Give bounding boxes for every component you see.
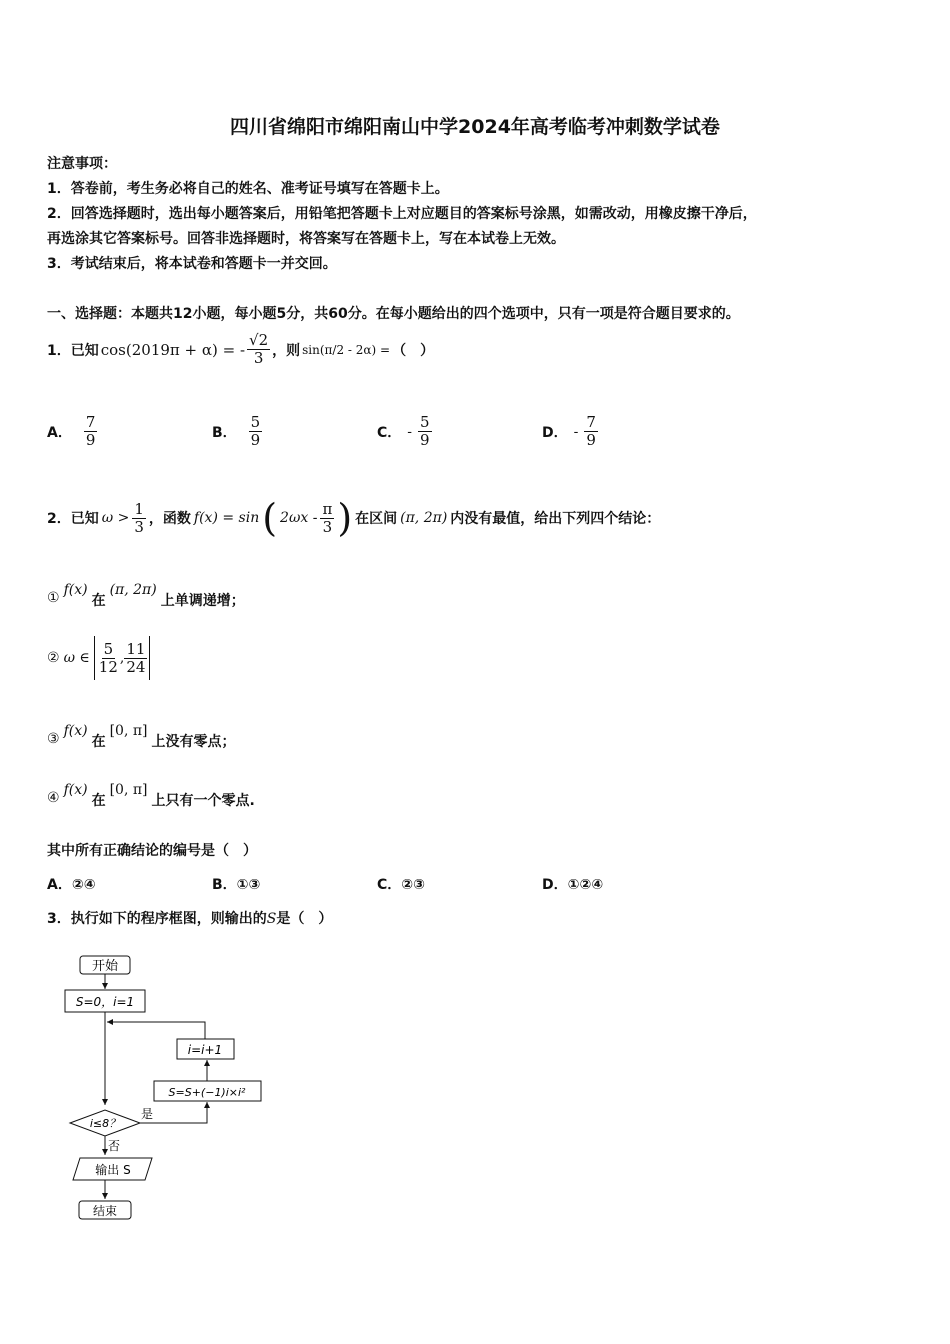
question-1 [47, 332, 434, 367]
option-den: 9 [586, 431, 596, 449]
section-heading: 一、选择题：本题共12小题，每小题5分，共60分。在每小题给出的四个选项中，只有一项是符合题目要求的。 [47, 306, 740, 322]
conclusion-text: 上只有一个零点. [151, 793, 255, 809]
paren-open: ( [262, 496, 278, 540]
q2-question: 其中所有正确结论的编号是（ ） [47, 843, 257, 859]
bracket-num: 5 [103, 639, 114, 658]
flow-no-label: 否 [108, 1139, 121, 1153]
option-label: A． [47, 877, 72, 893]
conclusion-interval: [0, π] [109, 723, 148, 739]
notice-item: 2．回答选择题时，选出每小题答案后，用铅笔把答题卡上对应题目的答案标号涂黑，如需改动，用橡皮擦干净后， [47, 206, 757, 222]
interval-bracket: $\frac{5}{12}$ , $\frac{11}{24}$ [94, 636, 151, 680]
q1-fraction [247, 332, 270, 367]
option-den: 9 [85, 431, 96, 449]
option-label: C． [377, 424, 402, 441]
q3-var: S [266, 911, 277, 927]
q1-frac-num: √2 [249, 331, 269, 349]
bracket-den: 24 [126, 657, 146, 676]
q2-interval: (π, 2π) [400, 510, 448, 526]
flow-init-label: S=0，i=1 [75, 995, 135, 1009]
paren-close: ) [337, 496, 353, 540]
q2-conclusion-4 [47, 782, 255, 810]
option-sign: - [407, 423, 413, 440]
q2-func-num: π [322, 499, 333, 518]
flow-start-label: 开始 [91, 959, 119, 974]
option-text: ①②④ [567, 877, 604, 893]
flow-update-label: S=S+(−1)i×i² [168, 1086, 246, 1099]
notice-heading: 注意事项： [47, 156, 117, 172]
option-num: 7 [586, 413, 596, 431]
q2-omega: ω > [101, 510, 130, 526]
conclusion-mark: ③ [47, 731, 60, 747]
option-label: B． [212, 877, 237, 893]
option-label: D． [542, 877, 568, 893]
q2-interval-pre: 在区间 [355, 511, 398, 527]
conclusion-expr: f(x) [63, 723, 88, 739]
conclusion-mark: ① [47, 590, 60, 606]
flow-output-label: 输出 S [95, 1163, 131, 1177]
conclusion-interval: (π, 2π) [109, 582, 157, 598]
q2-func-den: 3 [322, 517, 333, 536]
conclusion-expr: f(x) [63, 782, 88, 798]
q1-option-b [212, 414, 262, 449]
q1-prefix: 1．已知 [47, 342, 99, 359]
q2-conclusion-1 [47, 582, 245, 610]
bracket-num: 11 [126, 639, 146, 658]
flow-cond-label: i≤8？ [89, 1117, 121, 1130]
option-num: 5 [250, 413, 261, 431]
question-2 [47, 498, 660, 538]
q2-prefix: 2．已知 [47, 511, 99, 527]
q1-option-c [377, 414, 432, 449]
q2-conclusion-3 [47, 723, 236, 751]
option-text: ②④ [71, 877, 96, 893]
q1-option-d [542, 414, 598, 449]
conclusion-interval: [0, π] [109, 782, 148, 798]
q2-conclusion-2 [47, 636, 150, 680]
q2-option-b [212, 874, 260, 894]
conclusion-expr: f(x) [63, 582, 88, 598]
conclusion-text: 在 [91, 593, 106, 609]
q3-tail: 是（ ） [276, 911, 333, 927]
q3-prefix: 3．执行如下的程序框图，则输出的 [47, 911, 267, 927]
q2-option-a [47, 874, 96, 894]
conclusion-mark: ④ [47, 790, 60, 806]
option-label: C． [377, 877, 402, 893]
q1-mid: ，则 [272, 342, 301, 359]
question-3 [47, 908, 332, 928]
flow-yes-label: 是 [141, 1107, 154, 1121]
option-label: B． [212, 424, 237, 441]
option-num: 7 [85, 413, 96, 431]
notice-item: 1．答卷前，考生务必将自己的姓名、准考证号填写在答题卡上。 [47, 181, 449, 197]
q2-option-d [542, 874, 603, 894]
conclusion-text: 上没有零点； [151, 734, 236, 750]
q1-expr2: sin(π/2 - 2α) = [302, 342, 391, 357]
q2-func: f(x) = sin [193, 510, 260, 526]
option-sign: - [573, 423, 579, 440]
option-text: ②③ [401, 877, 425, 893]
conclusion-text: 上单调递增； [160, 593, 245, 609]
option-den: 9 [420, 431, 430, 449]
notice-item: 3．考试结束后，将本试卷和答题卡一并交回。 [47, 256, 337, 272]
option-label: A． [47, 424, 72, 441]
notice-item: 再选涂其它答案标号。回答非选择题时，将答案写在答题卡上，写在本试卷上无效。 [47, 231, 565, 247]
option-label: D． [542, 424, 568, 441]
flow-end-label: 结束 [92, 1204, 118, 1218]
conclusion-text: 在 [91, 793, 106, 809]
page-title: 四川省绵阳市绵阳南山中学2024年高考临考冲刺数学试卷 [230, 116, 720, 138]
option-den: 9 [250, 431, 261, 449]
q2-omega-num: 1 [134, 499, 144, 518]
option-text: ①③ [236, 877, 261, 893]
q2-omega-den: 3 [134, 517, 144, 536]
q2-option-c [377, 874, 425, 894]
conclusion-text: 在 [91, 734, 106, 750]
flow-inc-label: i=i+1 [187, 1043, 223, 1057]
q2-func-label: ，函数 [148, 511, 191, 527]
conclusion-expr: ω ∈ [63, 650, 90, 666]
q2-func-inner: 2ωx - [280, 510, 318, 526]
q1-frac-den: 3 [253, 349, 264, 367]
q2-tail: 内没有最值，给出下列四个结论： [450, 511, 661, 527]
q1-option-a [47, 414, 97, 449]
q1-tail: （ ） [392, 342, 435, 359]
bracket-den: 12 [98, 657, 118, 676]
q1-expr: cos(2019π + α) = - [100, 340, 246, 359]
conclusion-mark: ② [47, 650, 60, 666]
flowchart [55, 945, 285, 1230]
option-num: 5 [420, 413, 430, 431]
